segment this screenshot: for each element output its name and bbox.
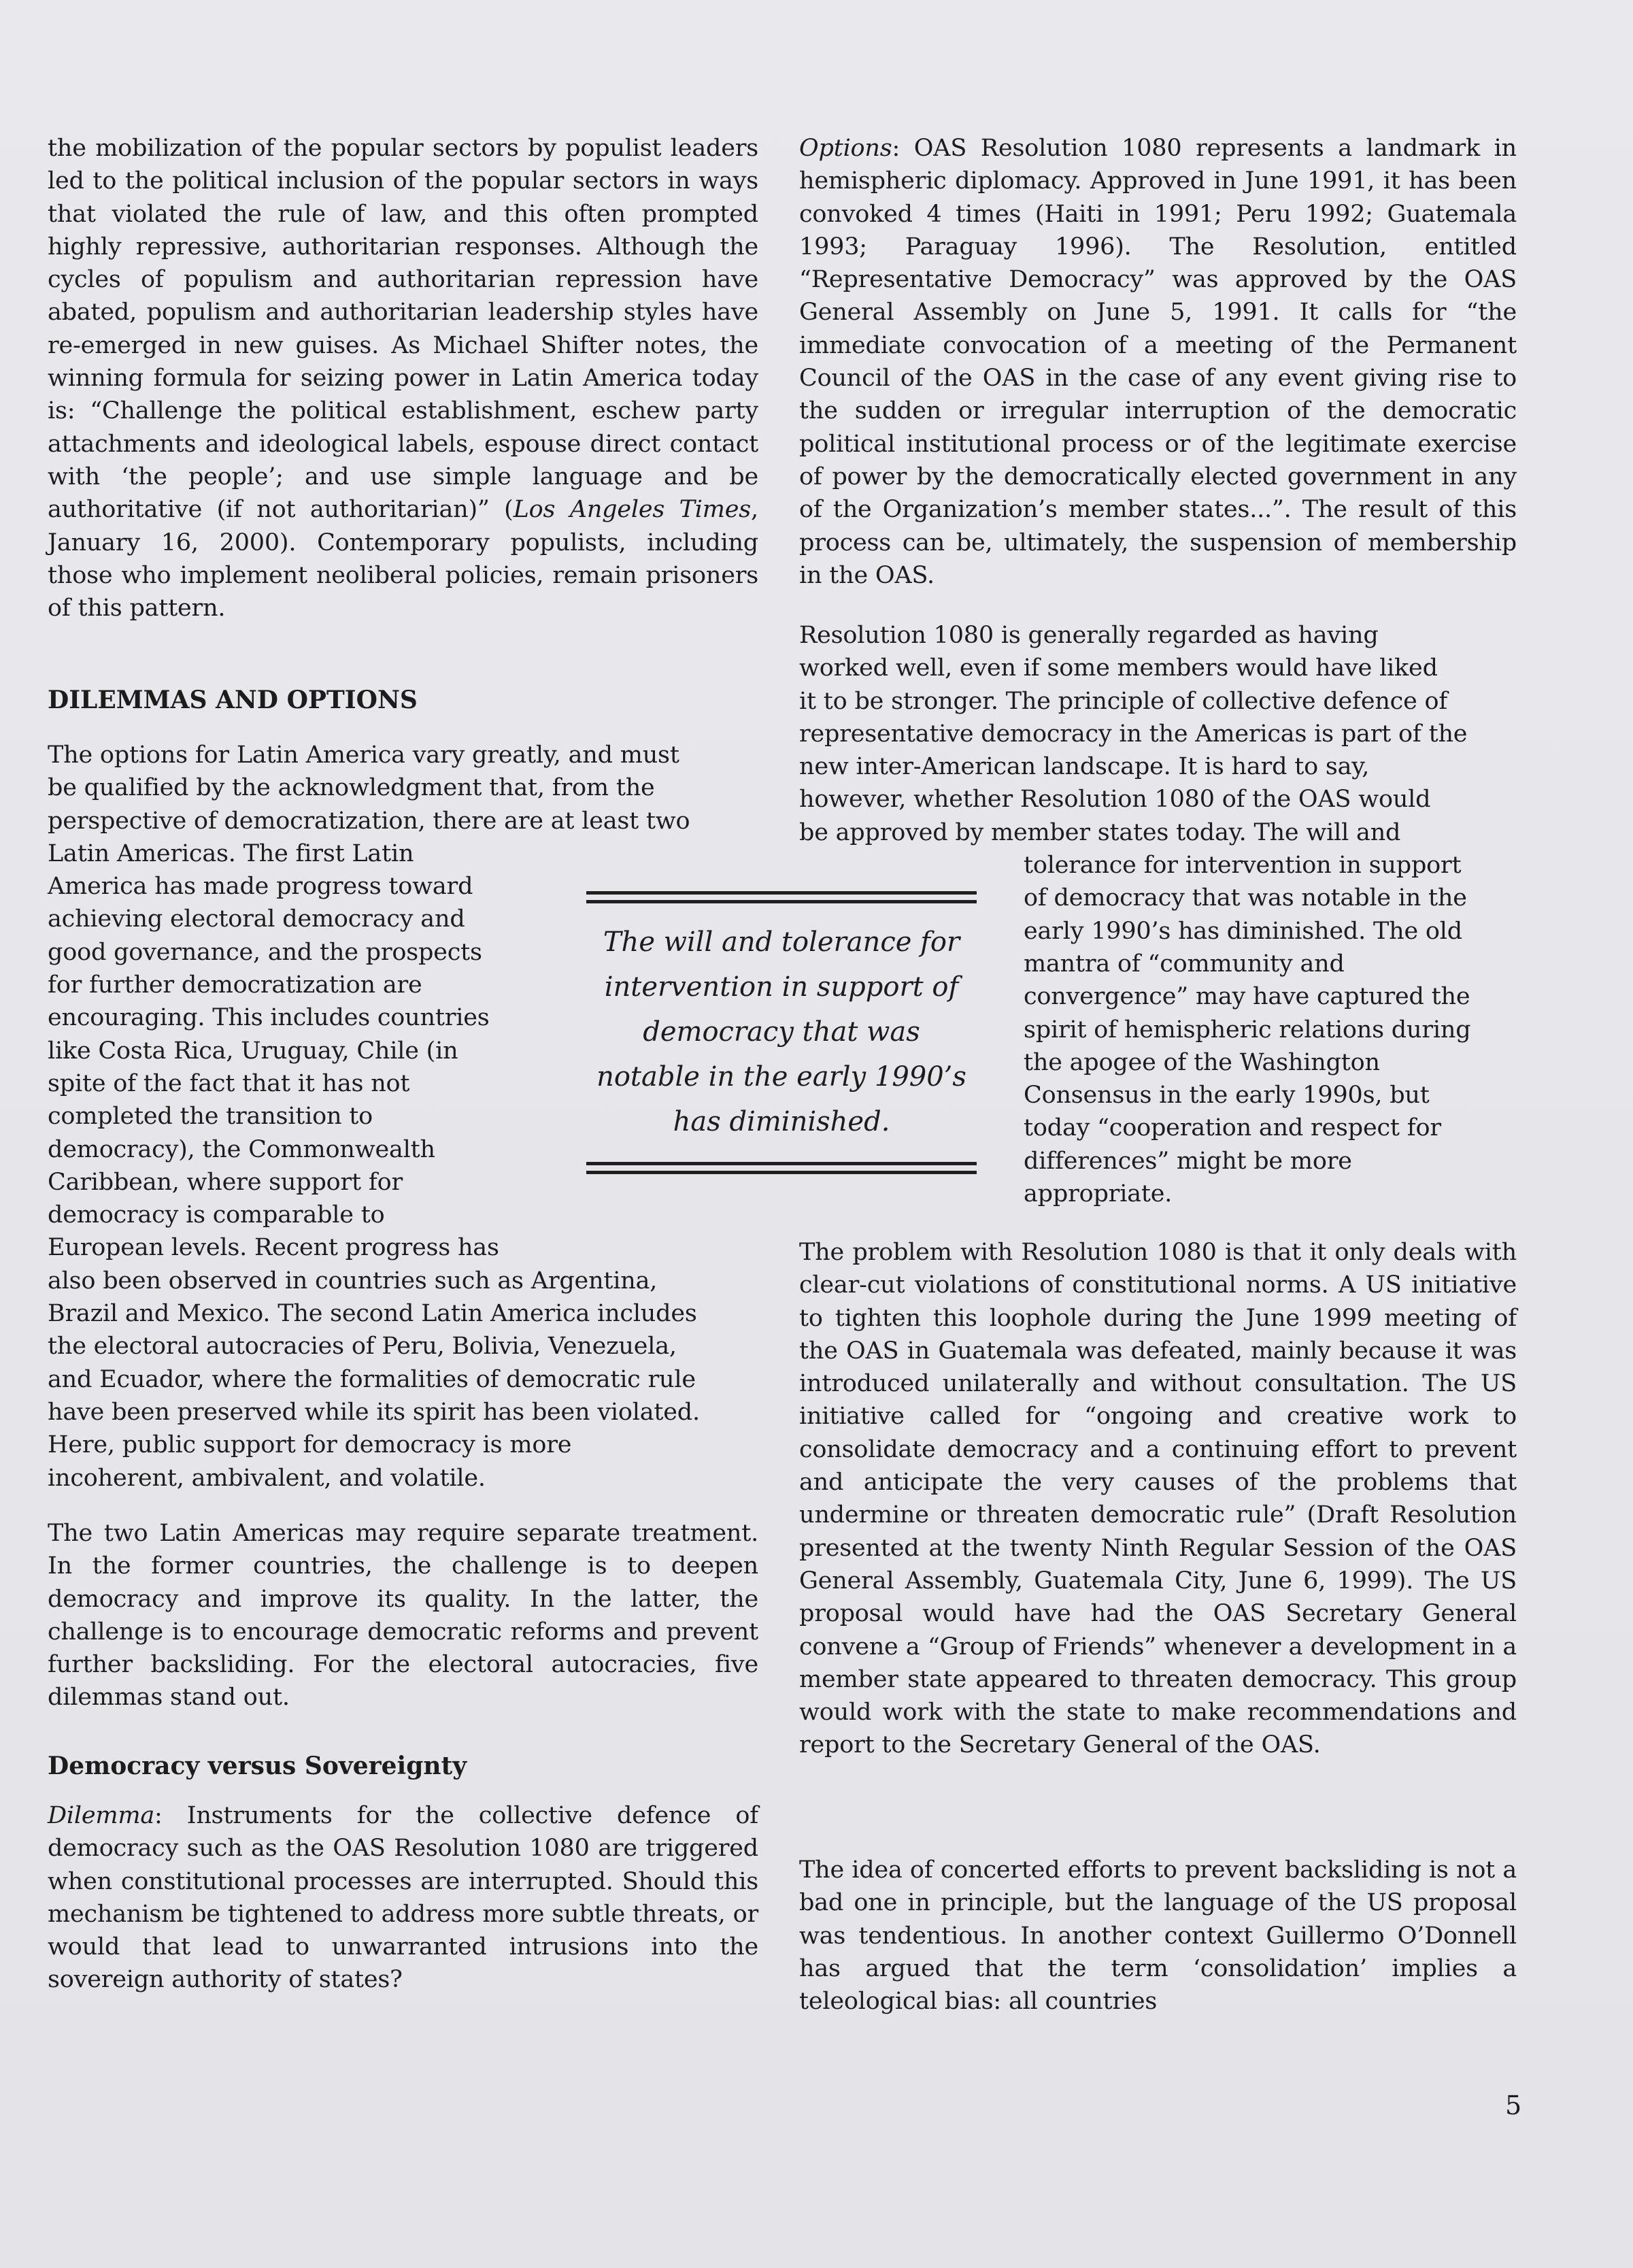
- text-line: today “cooperation and respect for: [1024, 1114, 1441, 1142]
- text-line: democracy is comparable to: [48, 1201, 385, 1229]
- text-line: achieving electoral democracy and: [48, 905, 465, 933]
- text-line: Latin Americas. The first Latin: [48, 839, 414, 867]
- text-line: Resolution 1080 is generally regarded as having: [799, 622, 1379, 649]
- dilemma-text: : Instruments for the collective defence of democracy such as the OAS Resolution 1080 are triggered when constitutional processes are interrupted. Should this mechanism be tightened to address more subtle threats, or would that lead to unwarranted intrusions into the sovereign authority of states?: [48, 1802, 758, 1994]
- text-line: new inter-American landscape. It is hard to say,: [799, 753, 1370, 781]
- subheading-democracy-sovereignty: Democracy versus Sovereignty: [48, 1752, 467, 1780]
- text-line: early 1990’s has diminished. The old: [1024, 917, 1462, 945]
- pull-quote-line: The will and tolerance for: [603, 927, 960, 958]
- text-line: like Costa Rica, Uruguay, Chile (in: [48, 1037, 458, 1065]
- text-line: of democracy that was notable in the: [1024, 884, 1467, 912]
- intro-citation-source: Los Angeles Times: [513, 496, 752, 524]
- text-line: be qualified by the acknowledgment that, from the: [48, 774, 655, 802]
- text-line: European levels. Recent progress has: [48, 1234, 499, 1262]
- text-line: incoherent, ambivalent, and volatile.: [48, 1464, 486, 1492]
- pull-quote-line: intervention in support of: [604, 971, 959, 1003]
- text-line: however, whether Resolution 1080 of the OAS would: [799, 786, 1431, 814]
- left-dilemma-paragraph: [48, 1799, 758, 1997]
- text-line: completed the transition to: [48, 1103, 373, 1131]
- text-line: Brazil and Mexico. The second Latin America includes: [48, 1300, 697, 1328]
- text-line: good governance, and the prospects: [48, 938, 482, 966]
- pull-quote-line: democracy that was: [643, 1016, 920, 1048]
- text-line: also been observed in countries such as Argentina,: [48, 1267, 658, 1295]
- text-line: spite of the fact that it has not: [48, 1069, 410, 1097]
- pull-quote-line: notable in the early 1990’s: [596, 1061, 966, 1093]
- text-line: Here, public support for democracy is more: [48, 1431, 572, 1459]
- text-line: representative democracy in the Americas is part of the: [799, 720, 1468, 748]
- right-concerted-paragraph: [799, 1854, 1517, 2018]
- text-line: have been preserved while its spirit has been violated.: [48, 1398, 700, 1426]
- text-line: worked well, even if some members would have liked: [799, 654, 1438, 682]
- text-line: encouraging. This includes countries: [48, 1004, 490, 1032]
- text-line: The options for Latin America vary greatly, and must: [48, 741, 679, 769]
- text-line: the electoral autocracies of Peru, Bolivia, Venezuela,: [48, 1333, 677, 1361]
- right-resolution-paragraph: [799, 619, 1517, 1210]
- text-line: appropriate.: [1024, 1180, 1173, 1208]
- text-line: differences” might be more: [1024, 1147, 1352, 1175]
- left-intro-paragraph: [48, 132, 758, 624]
- text-line: the apogee of the Washington: [1024, 1048, 1380, 1076]
- problem-text: The problem with Resolution 1080 is that it only deals with clear-cut violations of constitutional norms. A US initiative to tighten this loophole during the June 1999 meeting of the OAS in Guatemala was defeated, mainly because it was introduced unilaterally and without consultation. The US initiative called for “ongoing and creative work to consolidate democracy and a continuing effort to prevent and anticipate the very causes of the problems that undermine or threaten democratic rule” (Draft Resolution presented at the twenty Ninth Regular Session of the OAS General Assembly, Guatemala City, June 6, 1999). The US proposal would have had the OAS Secretary General convene a “Group of Friends” whenever a development in a member state appeared to threaten democracy. This group would work with the state to make recommendations and report to the Secretary General of the OAS.: [799, 1239, 1517, 1759]
- text-line: spirit of hemispheric relations during: [1024, 1016, 1471, 1044]
- intro-text: the mobilization of the popular sectors by populist leaders led to the political inclusion of the popular sectors in ways that violated the rule of law, and this often prompted highly repressive, authoritarian responses. Although the cycles of populism and authoritarian repression have abated, populism and authoritarian leadership styles have re-emerged in new guises. As Michael Shifter notes, the winning formula for seizing power in Latin America today is: “Challenge the political establishment, eschew party attachments and ideological labels, espouse direct contact with ‘the people’; and use simple language and be authoritative (if not authoritarian)” (: [48, 135, 758, 524]
- text-line: be approved by member states today. The will and: [799, 818, 1401, 846]
- two-americas-text: The two Latin Americas may require separate treatment. In the former countries, the challenge is to deepen democracy and improve its quality. In the latter, the challenge is to encourage democratic reforms and prevent further backsliding. For the electoral autocracies, five dilemmas stand out.: [48, 1520, 758, 1712]
- text-line: tolerance for intervention in support: [1024, 852, 1462, 880]
- text-line: Caribbean, where support for: [48, 1168, 403, 1196]
- text-line: and Ecuador, where the formalities of democratic rule: [48, 1365, 696, 1393]
- options-text: : OAS Resolution 1080 represents a landmark in hemispheric diplomacy. Approved in June 1991, it has been convoked 4 times (Haiti in 1991; Peru 1992; Guatemala 1993; Paraguay 1996). The Resolution, entitled “Representative Democracy” was approved by the OAS General Assembly on June 5, 1991. It calls for “the immediate convocation of a meeting of the Permanent Council of the OAS in the case of any event giving rise to the sudden or irregular interruption of the democratic political institutional process or of the legitimate exercise of power by the democratically elected government in any of the Organization’s member states...”. The result of this process can be, ultimately, the suspension of membership in the OAS.: [799, 135, 1517, 589]
- text-line: democracy), the Commonwealth: [48, 1135, 435, 1163]
- dilemma-label: Dilemma: [48, 1802, 155, 1829]
- right-problem-paragraph: [799, 1236, 1517, 1762]
- text-line: America has made progress toward: [48, 873, 473, 901]
- left-two-americas-paragraph: [48, 1517, 758, 1714]
- concerted-text: The idea of concerted efforts to prevent backsliding is not a bad one in principle, but the language of the US proposal was tendentious. In another context Guillermo O’Donnell has argued that the term ‘consolidation’ implies a teleological bias: all countries: [799, 1856, 1517, 2016]
- text-line: for further democratization are: [48, 971, 422, 999]
- section-heading-dilemmas: DILEMMAS AND OPTIONS: [48, 686, 418, 714]
- text-line: mantra of “community and: [1024, 950, 1345, 978]
- intro-citation-rest: , January 16, 2000). Contemporary populists, including those who implement neoliberal policies, remain prisoners of this pattern.: [48, 496, 758, 622]
- text-line: convergence” may have captured the: [1024, 983, 1470, 1011]
- text-line: perspective of democratization, there are at least two: [48, 807, 690, 835]
- text-line: Consensus in the early 1990s, but: [1024, 1082, 1430, 1110]
- text-line: it to be stronger. The principle of collective defence of: [799, 687, 1448, 715]
- options-label: Options: [799, 135, 892, 162]
- page-number: 5: [1505, 2090, 1522, 2120]
- right-options-paragraph: [799, 132, 1517, 592]
- pull-quote-line: has diminished.: [673, 1106, 890, 1137]
- text-line-indented-group: [799, 849, 1517, 1210]
